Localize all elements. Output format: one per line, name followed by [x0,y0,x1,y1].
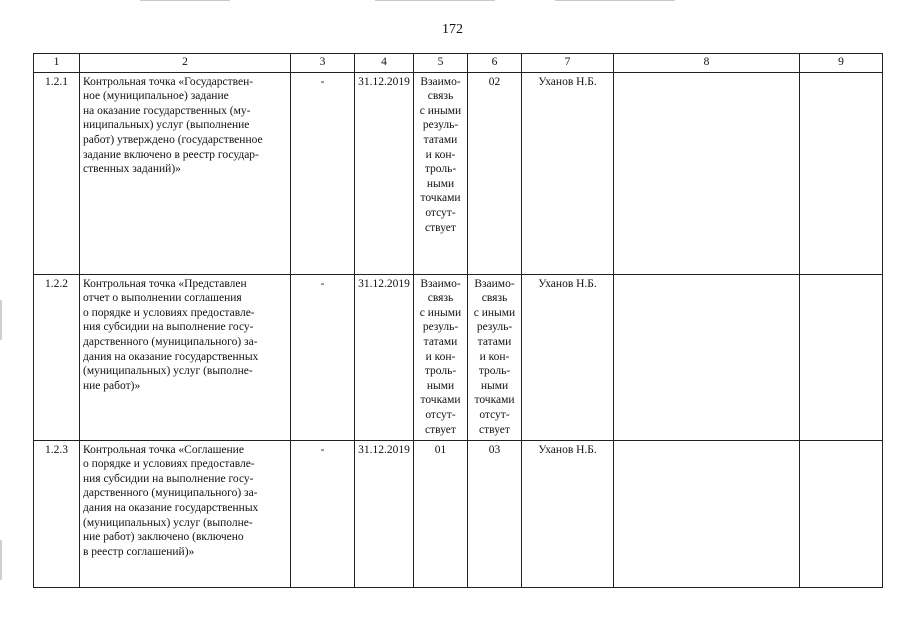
cell-col9 [800,72,883,274]
deadline-date: 31.12.2019 [355,440,414,587]
responsible-person: Уханов Н.Б. [522,274,614,440]
column-header: 4 [355,54,414,73]
plan-table [33,53,883,588]
column-header: 5 [414,54,468,73]
row-number: 1.2.1 [34,72,80,274]
responsible-person: Уханов Н.Б. [522,72,614,274]
column-header: 1 [34,54,80,73]
table-row [34,440,883,587]
responsible-person: Уханов Н.Б. [522,440,614,587]
deadline-date: 31.12.2019 [355,274,414,440]
scan-mark [375,0,495,1]
milestone-description: Контрольная точка «Представлен отчет о выполнении соглашения о порядке и условиях предоставле- ния субсидии на выполнение госу- дарственного (муниципального) за- дания на оказание государственных (муниципальных) услуг (выполне- ние работ)» [80,274,291,440]
column-header: 8 [614,54,800,73]
cell-col5: Взаимо- связь с иными резуль- татами и кон- троль- ными точками отсут- ствует [414,274,468,440]
deadline-date: 31.12.2019 [355,72,414,274]
column-header: 6 [468,54,522,73]
cell-col5: Взаимо- связь с иными резуль- татами и кон- троль- ными точками отсут- ствует [414,72,468,274]
milestone-description: Контрольная точка «Соглашение о порядке и условиях предоставле- ния субсидии на выполнение госу- дарственного (муниципального) за- дания на оказание государственных (муниципальных) услуг (выполне- ние работ) заключено (включено в реестр соглашений)» [80,440,291,587]
cell-col6: 03 [468,440,522,587]
cell-col3: - [291,440,355,587]
cell-col9 [800,440,883,587]
column-header: 9 [800,54,883,73]
cell-col9 [800,274,883,440]
column-header: 3 [291,54,355,73]
cell-col3: - [291,72,355,274]
cell-col6: Взаимо- связь с иными резуль- татами и кон- троль- ными точками отсут- ствует [468,274,522,440]
table-row [34,274,883,440]
cell-col8 [614,274,800,440]
cell-col3: - [291,274,355,440]
milestone-description: Контрольная точка «Государствен- ное (муниципальное) задание на оказание государственных (му- ниципальных) услуг (выполнение работ) утверждено (государственное задание включено в реестр государ- ственных заданий)» [80,72,291,274]
cell-col6: 02 [468,72,522,274]
row-number: 1.2.2 [34,274,80,440]
scan-mark [140,0,230,1]
column-header: 2 [80,54,291,73]
header-row [34,54,883,73]
table-row [34,72,883,274]
scan-mark [555,0,675,1]
page-number: 172 [442,22,463,37]
column-header: 7 [522,54,614,73]
scan-mark [0,540,2,580]
row-number: 1.2.3 [34,440,80,587]
scan-mark [0,300,2,340]
cell-col5: 01 [414,440,468,587]
cell-col8 [614,72,800,274]
cell-col8 [614,440,800,587]
